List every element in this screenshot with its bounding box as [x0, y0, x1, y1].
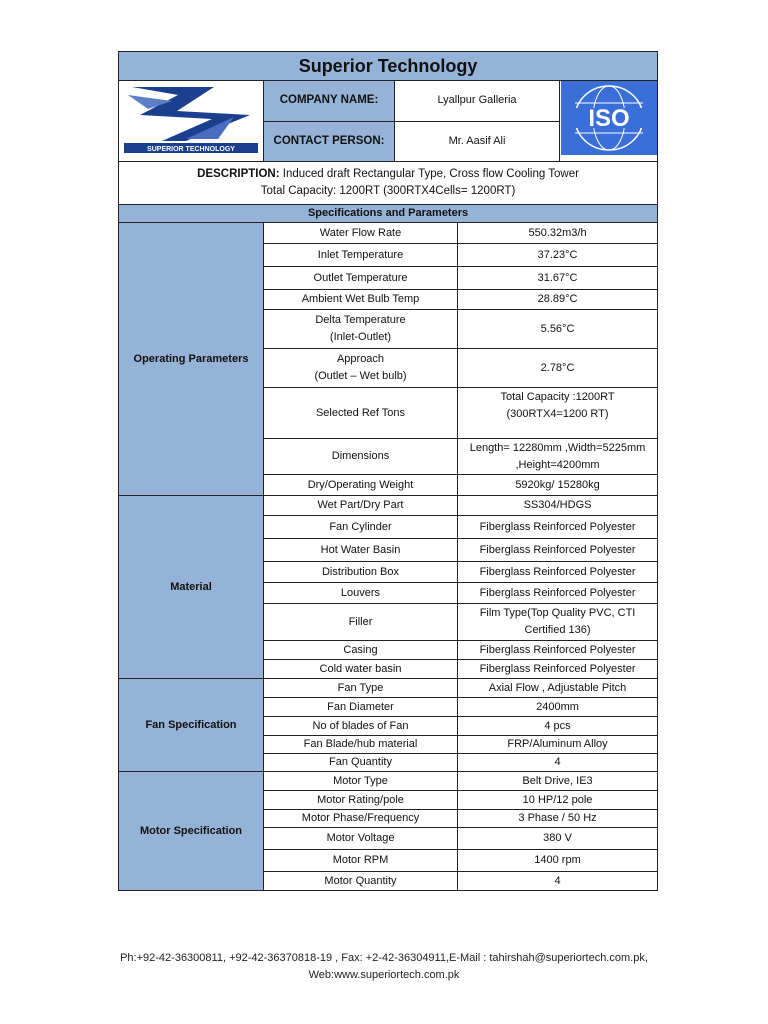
- param-label-line2: (Outlet – Wet bulb): [314, 370, 407, 382]
- group-material: Material: [119, 496, 264, 679]
- param-label-line1: Approach: [336, 353, 385, 365]
- param-label: Fan Quantity: [264, 754, 458, 772]
- param-value: [458, 604, 658, 641]
- param-value-line2: (300RTX4=1200 RT): [506, 408, 609, 420]
- param-label: [264, 310, 458, 349]
- param-label: Casing: [264, 641, 458, 660]
- company-name-label: COMPANY NAME:: [264, 81, 395, 122]
- param-value: Fiberglass Reinforced Polyester: [458, 583, 658, 604]
- param-value: Belt Drive, IE3: [458, 772, 658, 791]
- param-label: Fan Cylinder: [264, 516, 458, 539]
- param-value: 2.78°C: [458, 349, 658, 388]
- contact-footer: [0, 950, 768, 984]
- param-value-line2: ,Height=4200mm: [515, 458, 600, 471]
- logo-caption: SUPERIOR TECHNOLOGY: [147, 146, 235, 153]
- contact-person-value: Mr. Aasif Ali: [395, 121, 560, 162]
- param-label: Dry/Operating Weight: [264, 475, 458, 496]
- param-value: 1400 rpm: [458, 850, 658, 872]
- iso-text: ISO: [587, 105, 630, 132]
- param-label: Motor RPM: [264, 850, 458, 872]
- param-value-line2: Certified 136): [524, 624, 591, 636]
- param-label: Motor Phase/Frequency: [264, 810, 458, 828]
- param-label: Motor Quantity: [264, 872, 458, 891]
- param-label: Outlet Temperature: [264, 267, 458, 290]
- param-value: 3 Phase / 50 Hz: [458, 810, 658, 828]
- param-label: [264, 349, 458, 388]
- company-logo: [119, 81, 264, 162]
- param-label: Cold water basin: [264, 660, 458, 679]
- spec-sheet: [118, 51, 657, 891]
- param-value: 2400mm: [458, 698, 658, 717]
- description: [119, 162, 658, 205]
- group-fan-specification: Fan Specification: [119, 679, 264, 772]
- param-label: No of blades of Fan: [264, 717, 458, 736]
- param-value: Fiberglass Reinforced Polyester: [458, 516, 658, 539]
- param-label: Hot Water Basin: [264, 539, 458, 562]
- param-value: Fiberglass Reinforced Polyester: [458, 539, 658, 562]
- param-label: Fan Type: [264, 679, 458, 698]
- param-value: 10 HP/12 pole: [458, 791, 658, 810]
- param-label: Filler: [264, 604, 458, 641]
- description-line2: Total Capacity: 1200RT (300RTX4Cells= 1200RT): [260, 185, 516, 197]
- iso-logo: [561, 81, 657, 155]
- param-label-line1: Delta Temperature: [315, 314, 406, 326]
- param-label: Distribution Box: [264, 562, 458, 583]
- param-value: Axial Flow , Adjustable Pitch: [458, 679, 658, 698]
- param-value: 5.56°C: [458, 310, 658, 349]
- footer-web-line: Web:www.superiortech.com.pk: [308, 969, 460, 981]
- param-value: FRP/Aluminum Alloy: [458, 736, 658, 754]
- param-label: Inlet Temperature: [264, 244, 458, 267]
- company-name-value: Lyallpur Galleria: [395, 81, 560, 122]
- iso-logo-cell: [560, 81, 658, 162]
- param-value: 31.67°C: [458, 267, 658, 290]
- param-value: 4: [458, 754, 658, 772]
- footer-contact-line: Ph:+92-42-36300811, +92-42-36370818-19 , Fax: +2-42-36304911,E-Mail : tahirshah@superiortech.com.pk,: [120, 952, 648, 964]
- description-label: DESCRIPTION:: [197, 168, 280, 180]
- param-label: Fan Diameter: [264, 698, 458, 717]
- param-value-line1: Total Capacity :1200RT: [500, 391, 615, 403]
- param-value: [458, 388, 658, 439]
- param-label: Motor Voltage: [264, 828, 458, 850]
- description-line1: Induced draft Rectangular Type, Cross flow Cooling Tower: [282, 168, 579, 180]
- param-value: 550.32m3/h: [458, 223, 658, 244]
- param-label: Fan Blade/hub material: [264, 736, 458, 754]
- param-label: Selected Ref Tons: [264, 388, 458, 439]
- group-motor-specification: Motor Specification: [119, 772, 264, 891]
- spec-section-title: Specifications and Parameters: [119, 205, 658, 223]
- param-value: 5920kg/ 15280kg: [458, 475, 658, 496]
- contact-person-label: CONTACT PERSON:: [264, 121, 395, 162]
- spec-table: [118, 51, 658, 891]
- param-label: Water Flow Rate: [264, 223, 458, 244]
- param-value: 4 pcs: [458, 717, 658, 736]
- document-title: Superior Technology: [119, 52, 658, 81]
- param-value-line1: Film Type(Top Quality PVC, CTI: [479, 607, 636, 619]
- param-value: Fiberglass Reinforced Polyester: [458, 641, 658, 660]
- param-value-line1: Length= 12280mm ,Width=5225mm: [469, 441, 646, 454]
- param-label-line2: (Inlet-Outlet): [329, 331, 392, 343]
- param-label: Motor Type: [264, 772, 458, 791]
- param-value: Fiberglass Reinforced Polyester: [458, 562, 658, 583]
- param-label: Louvers: [264, 583, 458, 604]
- group-operating-parameters: Operating Parameters: [119, 223, 264, 496]
- param-value: 4: [458, 872, 658, 891]
- param-value: [458, 439, 658, 475]
- param-value: SS304/HDGS: [458, 496, 658, 516]
- param-value: 380 V: [458, 828, 658, 850]
- param-label: Ambient Wet Bulb Temp: [264, 290, 458, 310]
- param-value: Fiberglass Reinforced Polyester: [458, 660, 658, 679]
- param-label: Motor Rating/pole: [264, 791, 458, 810]
- param-label: Wet Part/Dry Part: [264, 496, 458, 516]
- param-label: Dimensions: [264, 439, 458, 475]
- param-value: 37.23°C: [458, 244, 658, 267]
- superior-technology-logo: [122, 81, 260, 155]
- param-value: 28.89°C: [458, 290, 658, 310]
